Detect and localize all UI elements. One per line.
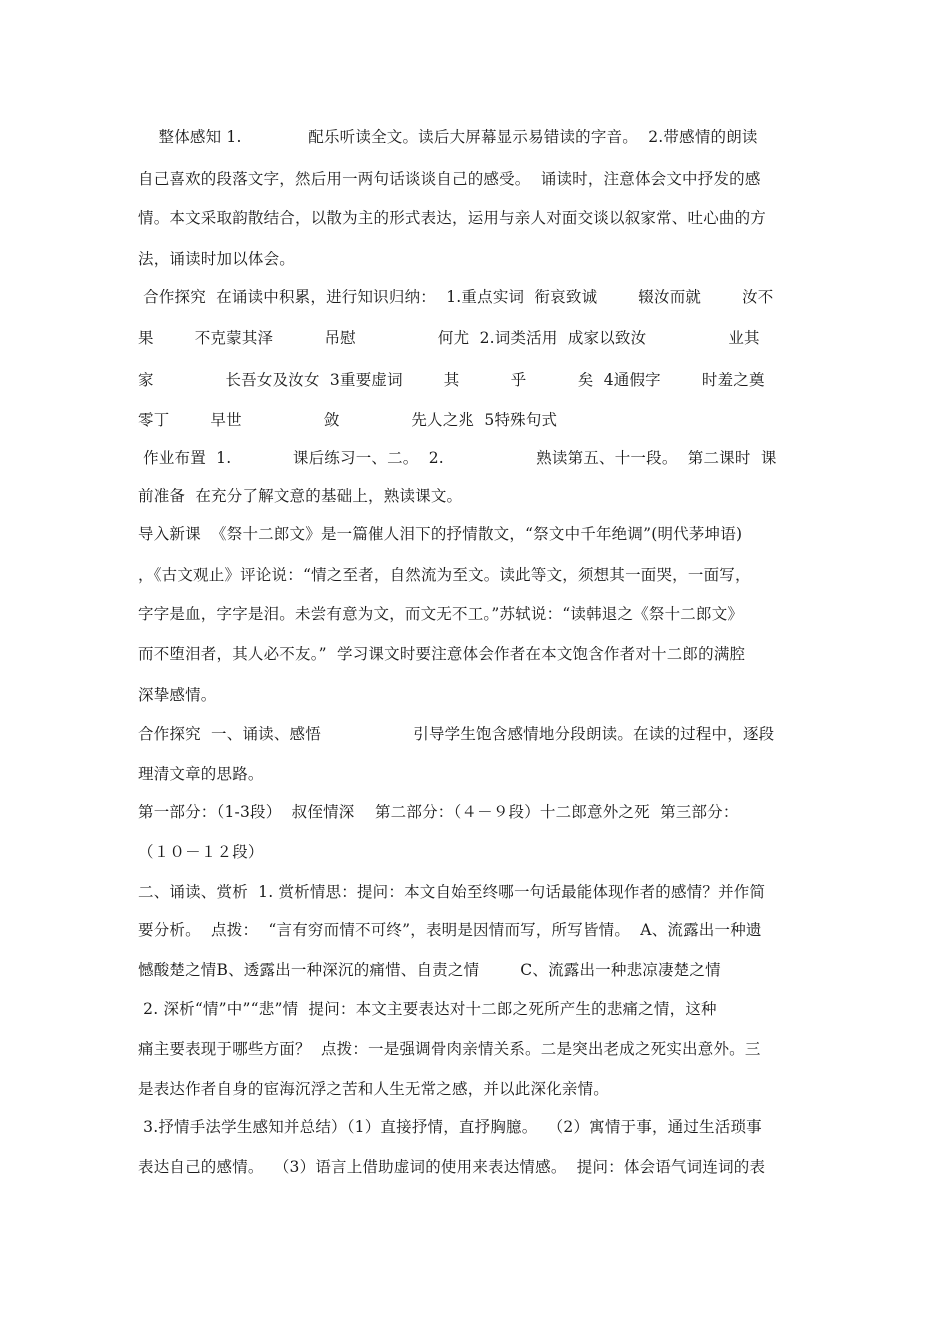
text-line: 情。本文采取韵散结合，以散为主的形式表达，运用与亲人对面交谈以叙家常、吐心曲的方 (138, 209, 767, 227)
text-line: 深挚感情。 (138, 686, 217, 704)
text-line: 而不堕泪者，其人必不友。” 学习课文时要注意体会作者在本文饱含作者对十二郎的满腔 (138, 645, 746, 663)
text-line: 字字是血，字字是泪。未尝有意为文，而文无不工。”苏轼说：“读韩退之《祭十二郎文》 (138, 605, 744, 623)
text-line: 理清文章的思路。 (138, 765, 264, 783)
text-line: 自己喜欢的段落文字，然后用一两句话谈谈自己的感受。 诵读时，注意体会文中抒发的感 (138, 170, 761, 188)
text-line: 果 不克蒙其泽 吊慰 何尤 2.词类活用 成家以致汝 业其 (138, 329, 760, 347)
text-line: 3.抒情手法学生感知并总结）（1）直接抒情，直抒胸臆。 （2）寓情于事，通过生活琐事 (138, 1118, 762, 1136)
text-line: （１０－１２段） (138, 843, 264, 861)
text-line: 合作探究 一、诵读、感悟 引导学生饱含感情地分段朗读。在读的过程中，逐段 (138, 725, 775, 743)
text-line: 2. 深析“情”中”“悲”情 提问：本文主要表达对十二郎之死所产生的悲痛之情，这种 (138, 1000, 717, 1018)
text-line: 是表达作者自身的宦海沉浮之苦和人生无常之感，并以此深化亲情。 (138, 1080, 610, 1098)
text-line: 要分析。 点拨： “言有穷而情不可终”，表明是因情而写，所写皆情。 A、流露出一种遗 (138, 921, 762, 939)
text-line: 痛主要表现于哪些方面？ 点拨：一是强调骨肉亲情关系。二是突出老成之死实出意外。三 (138, 1040, 761, 1058)
text-line: ，《古文观止》评论说：“情之至者，自然流为至文。读此等文，须想其一面哭，一面写， (138, 566, 751, 584)
text-line: 二、诵读、赏析 1. 赏析情思：提问：本文自始至终哪一句话最能体现作者的感情？并作简 (138, 883, 766, 901)
text-line: 合作探究 在诵读中积累，进行知识归纳： 1.重点实词 衔哀致诚 辍汝而就 汝不 (138, 288, 774, 306)
text-line: 表达自己的感情。 （3）语言上借助虚词的使用来表达情感。 提问：体会语气词连词的表 (138, 1158, 766, 1176)
text-line: 憾酸楚之情B、透露出一种深沉的痛惜、自责之情 C、流露出一种悲凉凄楚之情 (138, 961, 721, 979)
text-line: 家 长吾女及汝女 3重要虚词 其 乎 矣 4通假字 时羞之奠 (138, 371, 765, 389)
text-line: 第一部分：（1-3段） 叔侄情深 第二部分：（４－９段）十二郎意外之死 第三部分： (138, 803, 739, 821)
text-line: 整体感知 1. 配乐听读全文。读后大屏幕显示易错读的字音。 2.带感情的朗读 (138, 128, 758, 146)
text-line: 导入新课 《祭十二郎文》是一篇催人泪下的抒情散文，“祭文中千年绝调”(明代茅坤语) (138, 525, 743, 543)
text-line: 作业布置 1. 课后练习一、二。 2. 熟读第五、十一段。 第二课时 课 (138, 449, 777, 467)
text-line: 前准备 在充分了解文意的基础上，熟读课文。 (138, 487, 463, 505)
text-line: 零丁 早世 敛 先人之兆 5特殊句式 (138, 411, 558, 429)
text-line: 法，诵读时加以体会。 (138, 250, 296, 268)
